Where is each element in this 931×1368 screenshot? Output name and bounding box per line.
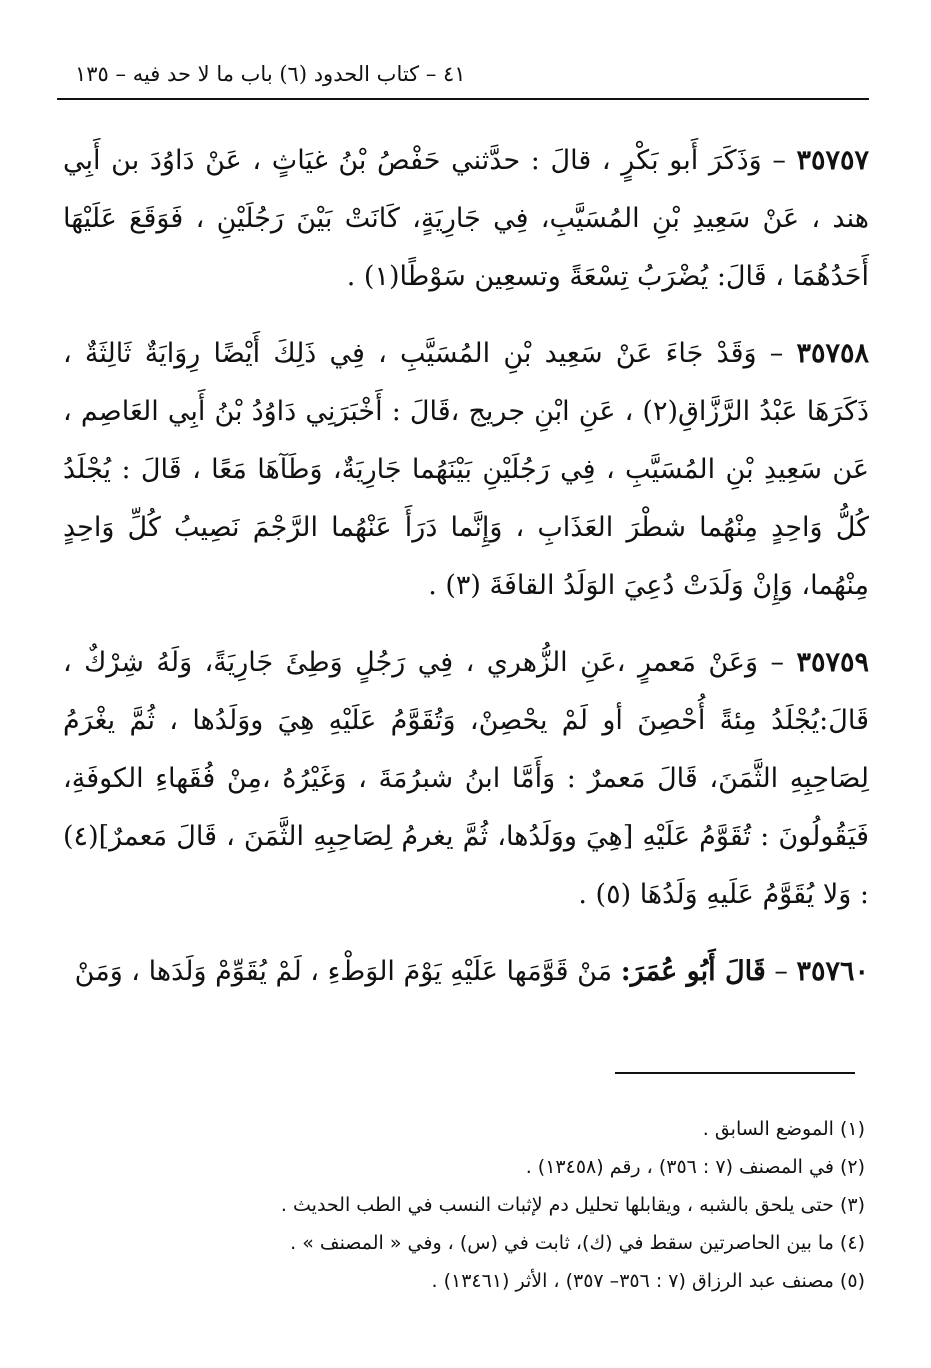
running-title: ٤١ – كتاب الحدود (٦) باب ما لا حد فيه – ١٣٥ bbox=[75, 62, 466, 86]
hadith-text: – وَذَكَرَ أَبو بَكْرٍ ، قالَ : حدَّثني حَفْصُ بْنُ غيَاثٍ ، عَنْ دَاوُدَ بن أَبِي هند ، عَنْ سَعِيدِ بْنِ المُسَيَّبِ، فِي جَارِيَةٍ، كَانَتْ بَيْنَ رَجُلَيْنِ ، فَوَقَعَ عَلَيْهَا أَحَدُهُمَا ، قَالَ: يُضْرَبُ تِسْعَةً وتسعِين سَوْطًا(١) . bbox=[63, 145, 869, 292]
footnotes-list bbox=[85, 1110, 865, 1300]
hadith-number: ٣٥٧٥٩ bbox=[796, 647, 869, 678]
hadith-paragraph: ٣٥٧٦٠ – قَالَ أَبُو عُمَرَ: مَنْ قَوَّمَها عَلَيْهِ يَوْمَ الوَطْءِ ، لَمْ يُقَوِّمْ وَلَدَها ، وَمَنْ bbox=[74, 956, 869, 987]
hadith-number: ٣٥٧٦٠ bbox=[796, 956, 869, 987]
main-text bbox=[63, 132, 869, 1020]
footnote: (٣) حتى يلحق بالشبه ، ويقابلها تحليل دم لإثبات النسب في الطب الحديث . bbox=[280, 1194, 865, 1216]
hadith-text: – وَقَدْ جَاءَ عَنْ سَعِيد بْنِ المُسَيَّبِ ، فِي ذَلِكَ أَيْضًا رِوَايَةٌ ثَالِثَةٌ ، ذَكَرَهَا عَبْدُ الرَّزَّاقِ(٢) ، عَنِ ابْنِ جريج ،قَالَ : أَخْبَرَنِي دَاوُدُ بْنُ أَبِي العَاصِم ، عَن سَعِيدِ بْنِ المُسَيَّبِ ، فِي رَجُلَيْنِ بَيْنَهُما جَارِيَةٌ، وَطَآهَا مَعًا ، قَالَ : يُجْلَدُ كُلُّ وَاحِدٍ مِنْهُما شطْرَ العَذَابِ ، وَإِنَّما دَرَأَ عَنْهُما الرَّجْمَ نَصِيبُ كُلِّ وَاحِدٍ مِنْهُما، وَإِنْ وَلَدَتْ دُعِيَ الوَلَدُ القافَةَ (٣) . bbox=[63, 338, 869, 601]
hadith-text: مَنْ قَوَّمَها عَلَيْهِ يَوْمَ الوَطْءِ ، لَمْ يُقَوِّمْ وَلَدَها ، وَمَنْ bbox=[74, 956, 621, 987]
hadith-paragraph bbox=[63, 132, 869, 306]
hadith-number: ٣٥٧٥٨ bbox=[796, 338, 869, 369]
hadith-number: ٣٥٧٥٧ bbox=[796, 145, 869, 176]
hadith-paragraph bbox=[63, 325, 869, 615]
hadith-text: – وَعَنْ مَعمرٍ ،عَنِ الزُّهري ، فِي رَجُلٍ وَطِئَ جَارِيَةً، وَلَهُ شِرْكٌ ، قَالَ:يُجْلَدُ مِئةً أُحْصِنَ أو لَمْ يحْصِنْ، وَتُقَوَّمُ عَلَيْهِ هِيَ ووَلَدُها ، ثُمَّ يغْرَمُ لِصَاحِبِهِ الثَّمَنَ، قَالَ مَعمرٌ : وَأَمَّا ابنُ شبرُمَةَ ، وَغَيْرُهُ ،مِنْ فُقَهاءِ الكوفَةِ، فَيَقُولُونَ : تُقَوَّمُ عَلَيْهِ [هِيَ ووَلَدُها، ثُمَّ يغرمُ لِصَاحِبِهِ الثَّمَنَ ، قَالَ مَعمرٌ](٤) : وَلا يُقَوَّمُ عَلَيهِ وَلَدُهَا (٥) . bbox=[63, 647, 869, 910]
footnote-divider bbox=[615, 1072, 855, 1074]
hadith-paragraph bbox=[63, 634, 869, 924]
running-header bbox=[57, 58, 869, 100]
footnote: (١) الموضع السابق . bbox=[702, 1118, 865, 1140]
footnote: (٤) ما بين الحاصرتين سقط في (ك)، ثابت في (س) ، وفي « المصنف » . bbox=[290, 1232, 865, 1254]
footnote: (٢) في المصنف (٧ : ٣٥٦) ، رقم (١٣٤٥٨) . bbox=[525, 1156, 865, 1178]
footnote: (٥) مصنف عبد الرزاق (٧ : ٣٥٦– ٣٥٧) ، الأثر (١٣٤٦١) . bbox=[431, 1270, 865, 1292]
speaker-lead: قَالَ أَبُو عُمَرَ: bbox=[620, 956, 766, 987]
